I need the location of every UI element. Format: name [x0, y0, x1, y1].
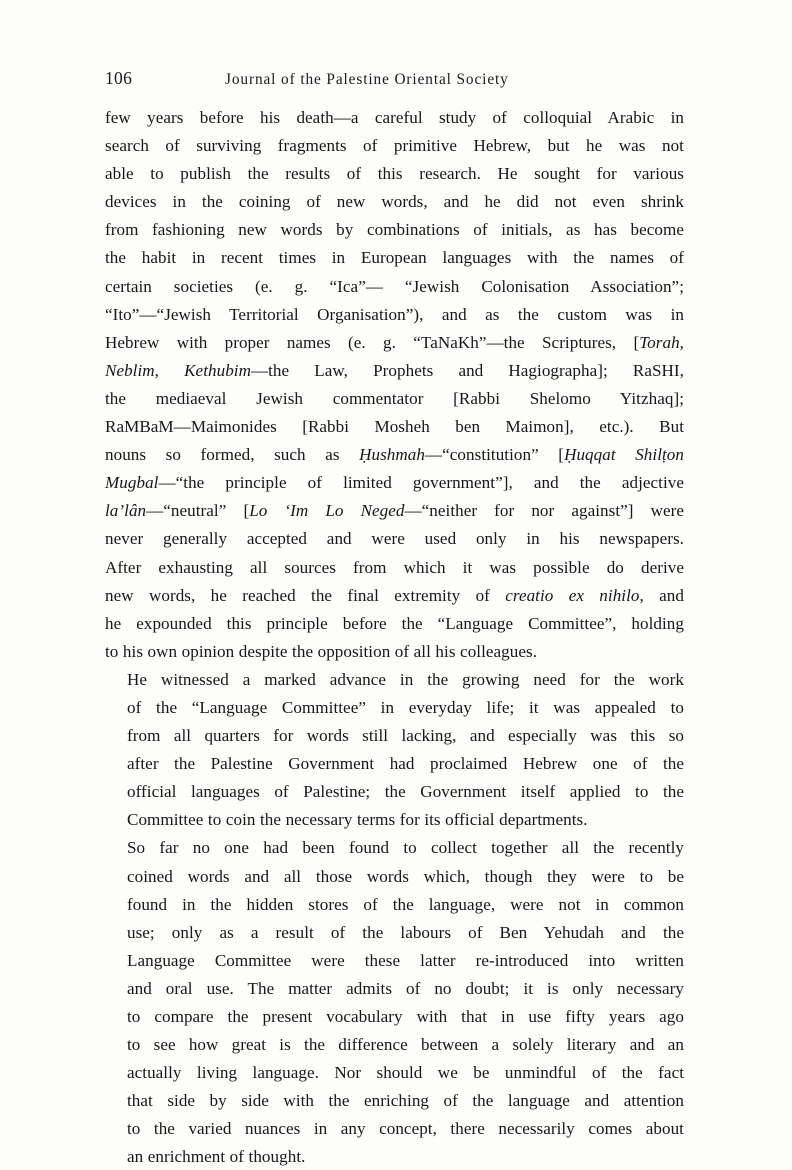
text-line: and oral use. The matter admits of no doubt; it is only necessary	[127, 978, 684, 998]
body-text-block	[105, 104, 684, 1170]
text-line: he expounded this principle before the “Language Committee”, holding	[105, 613, 684, 633]
text-line: search of surviving fragments of primitive Hebrew, but he was not	[105, 136, 684, 156]
page-header	[105, 68, 683, 92]
text-line: the habit in recent times in European languages with the names of	[105, 248, 684, 268]
text-line: few years before his death—a careful study of colloquial Arabic in	[105, 108, 684, 127]
text-line: la’lân—“neutral” [Lo ‘Im Lo Neged—“neither for nor against”] were	[105, 501, 684, 521]
text-line: never generally accepted and were used only in his newspapers.	[105, 529, 684, 549]
running-title: Journal of the Palestine Oriental Society	[225, 71, 509, 88]
text-line: After exhausting all sources from which it was possible do derive	[105, 557, 684, 577]
text-line: found in the hidden stores of the language, were not in common	[127, 894, 684, 914]
text-line: to compare the present vocabulary with that in use fifty years ago	[127, 1007, 684, 1026]
text-line: coined words and all those words which, though they were to be	[127, 866, 684, 886]
text-line: to see how great is the difference between a solely literary and an	[127, 1035, 684, 1055]
text-line: certain societies (e. g. “Ica”— “Jewish Colonisation Association”;	[105, 276, 684, 296]
text-line: Committee to coin the necessary terms for its official departments.	[127, 810, 588, 830]
text-line: able to publish the results of this research. He sought for various	[105, 164, 684, 184]
text-line: new words, he reached the final extremity of creatio ex nihilo, and	[105, 585, 684, 605]
paragraph-1	[105, 104, 684, 666]
text-line: after the Palestine Government had proclaimed Hebrew one of the	[127, 754, 684, 774]
text-line: to his own opinion despite the opposition of all his colleagues.	[105, 641, 538, 661]
text-line: He witnessed a marked advance in the growing need for the work	[127, 669, 684, 689]
text-line: from fashioning new words by combinations of initials, as has become	[105, 220, 684, 240]
text-line: Hebrew with proper names (e. g. “TaNaKh”—the Scriptures, [Torah,	[105, 332, 684, 352]
text-line: official languages of Palestine; the Government itself applied to the	[127, 782, 684, 802]
text-line: from all quarters for words still lacking, and especially was this so	[127, 726, 684, 746]
paragraph-2	[105, 666, 684, 835]
paragraph-3	[105, 834, 684, 1170]
text-line: actually living language. Nor should we be unmindful of the fact	[127, 1063, 684, 1083]
text-line: nouns so formed, such as Ḥushmah—“constitution” [Ḥuqqat Shilṭon	[105, 445, 684, 465]
text-line: RaMBaM—Maimonides [Rabbi Mosheh ben Maimon], etc.). But	[105, 417, 684, 437]
text-line: Neblim, Kethubim—the Law, Prophets and Hagiographa]; RaSHI,	[105, 360, 684, 380]
page-number: 106	[105, 68, 133, 88]
text-line: use; only as a result of the labours of Ben Yehudah and the	[127, 922, 684, 942]
text-line: Mugbal—“the principle of limited government”], and the adjective	[105, 473, 684, 493]
text-line: devices in the coining of new words, and he did not even shrink	[105, 192, 684, 212]
text-line: to the varied nuances in any concept, there necessarily comes about	[127, 1119, 684, 1139]
text-line: the mediaeval Jewish commentator [Rabbi Shelomo Yitzhaq];	[105, 388, 684, 408]
text-line: an enrichment of thought.	[127, 1147, 306, 1167]
text-line: So far no one had been found to collect together all the recently	[127, 838, 684, 858]
text-line: “Ito”—“Jewish Territorial Organisation”), and as the custom was in	[105, 304, 684, 324]
text-line: Language Committee were these latter re-introduced into written	[127, 950, 684, 970]
text-line: that side by side with the enriching of the language and attention	[127, 1091, 684, 1111]
text-line: of the “Language Committee” in everyday life; it was appealed to	[127, 697, 684, 717]
